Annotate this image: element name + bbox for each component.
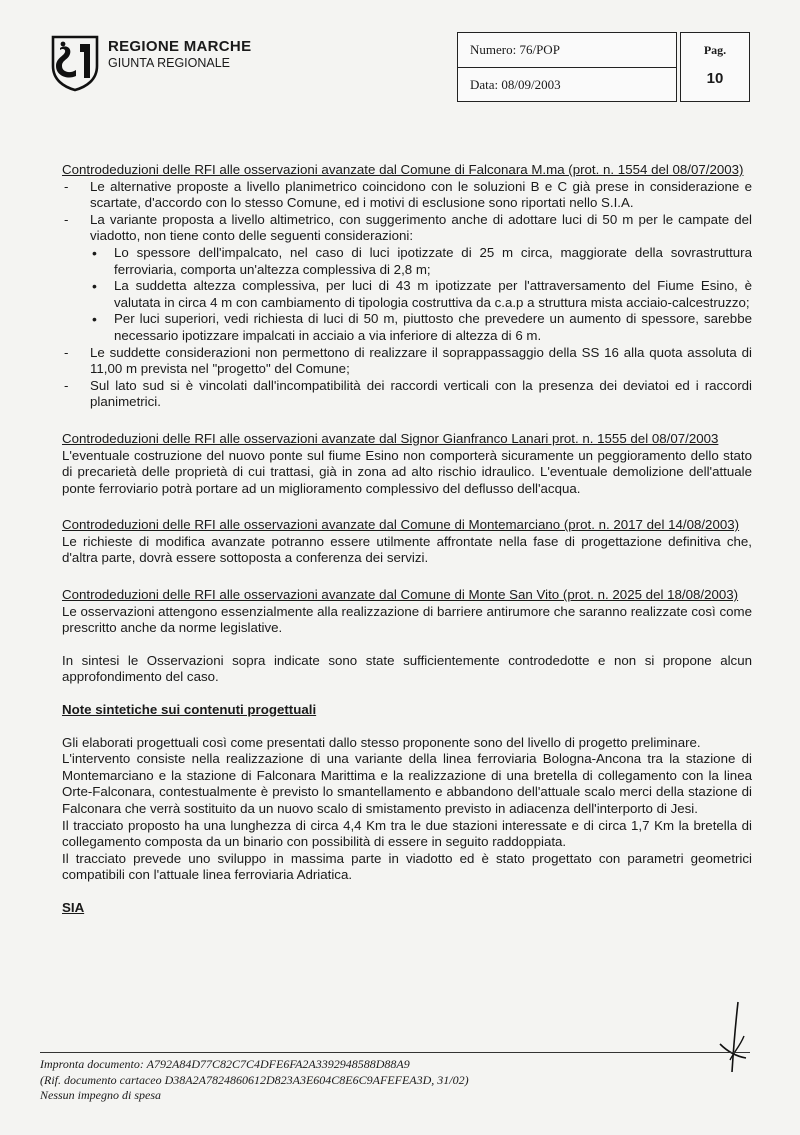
bullet-item: • La suddetta altezza complessiva, per luci di 43 m ipotizzate per l'attraversamento del Fiume Esino, è valutata in circa 4 m con cambiamento di tipologia costruttiva da c.a.p a struttura mista acciaio-calcestruzzo; — [90, 278, 752, 311]
reference-box — [457, 32, 677, 102]
note-block — [62, 735, 752, 884]
bullet-item: • Lo spessore dell'impalcato, nel caso di luci ipotizzate di 25 m circa, maggiorate della sovrastruttura ferroviaria, comporta un'altezza complessiva di 2,8 m; — [90, 245, 752, 278]
dash-list — [62, 179, 752, 411]
organization-subtitle: GIUNTA REGIONALE — [108, 56, 231, 70]
section-falconara — [62, 162, 752, 411]
bullet-item: • Per luci superiori, vedi richiesta di luci di 50 m, piuttosto che prevedere un aumento di spessore, sarebbe necessario ipotizzare impalcati in acciaio a via inferiore di altezza di 6 m. — [90, 311, 752, 344]
list-item — [62, 212, 752, 345]
section-heading: Controdeduzioni delle RFI alle osservazioni avanzate dal Comune di Falconara M.ma (prot. n. 1554 del 08/07/2003) — [62, 162, 744, 177]
note-heading: Note sintetiche sui contenuti progettuali — [62, 702, 317, 718]
summary-paragraph: In sintesi le Osservazioni sopra indicate sono state sufficientemente controdedotte e non si propone alcun approfondimento del caso. — [62, 652, 752, 685]
list-item: - Sul lato sud si è vincolati dall'incompatibilità dei raccordi verticali con la presenza dei deviatoi ed i raccordi planimetrici. — [62, 378, 752, 411]
list-item-text: La variante proposta a livello altimetrico, con suggerimento anche di adottare luci di 50 m per le campate del viadotto, non tiene conto delle seguenti considerazioni: — [90, 211, 752, 244]
section-paragraph: Le richieste di modifica avanzate potranno essere utilmente affrontate nella fase di progettazione definitiva che, d'altra parte, dovrà essere sottoposta a conferenza dei servizi. — [62, 533, 752, 566]
section-monte-san-vito — [62, 587, 752, 637]
organization-block — [108, 38, 251, 70]
section-montemarciano — [62, 517, 752, 567]
note-paragraph: Gli elaborati progettuali così come presentati dallo stesso proponente sono del livello di progetto preliminare. — [62, 734, 701, 750]
note-paragraph: L'intervento consiste nella realizzazione di una variante della linea ferroviaria Bologna-Ancona tra la stazione di Montemarciano e la stazione di Falconara Marittima e la realizzazione di una bretella di collegamento con la linea Orte-Falconara, contestualmente è previsto lo smantellamento e abbandono dell'attuale scalo merci della stazione di Falconara che verrà sostituito da un nuovo scalo di smistamento previsto in adiacenza dell'interporto di Jesi. — [62, 751, 752, 816]
section-heading: Controdeduzioni delle RFI alle osservazioni avanzate dal Signor Gianfranco Lanari prot. n. 1555 del 08/07/2003 — [62, 430, 719, 446]
section-heading: Controdeduzioni delle RFI alle osservazioni avanzate dal Comune di Montemarciano (prot. n. 2017 del 14/08/2003) — [62, 517, 740, 533]
regione-marche-logo-icon — [50, 34, 100, 92]
section-heading: Controdeduzioni delle RFI alle osservazioni avanzate dal Comune di Monte San Vito (prot. n. 2025 del 18/08/2003) — [62, 587, 739, 603]
document-footer — [40, 1052, 750, 1104]
list-item: - Le suddette considerazioni non permettono di realizzare il soprappassaggio della SS 16 alla quota assoluta di 11,00 m prevista nel "progetto" del Comune; — [62, 345, 752, 378]
page-number-box — [680, 32, 750, 102]
bullet-list — [90, 245, 752, 345]
sia-heading: SIA — [62, 899, 85, 915]
note-paragraph: Il tracciato proposto ha una lunghezza di circa 4,4 Km tra le due stazioni interessate e di circa 1,7 Km la bretella di collegamento composta da un binario con possibilità di essere in seguito raddoppiata. — [62, 817, 752, 850]
page-number: 10 — [706, 70, 724, 87]
document-body — [62, 162, 752, 917]
list-item: - Le alternative proposte a livello planimetrico coincidono con le soluzioni B e C già prese in considerazione e scartate, d'accordo con lo stesso Comune, ed i motivi di esclusione sono riportati nello S.I.A. — [62, 179, 752, 212]
footer-fingerprint: Impronta documento: A792A84D77C82C7C4DFE6FA2A3392948588D88A9 — [40, 1057, 410, 1071]
section-paragraph: L'eventuale costruzione del nuovo ponte sul fiume Esino non comporterà sicuramente un peggioramento dello stato di precarietà delle proprietà di cui trattasi, già in zona ad alto rischio idraulico. L'eventuale demolizione dell'attuale ponte ferroviario potrà portare ad un miglioramento complessivo del deflusso dell'acqua. — [62, 447, 752, 496]
document-date: Data: 08/09/2003 — [458, 67, 676, 101]
page-label: Pag. — [703, 43, 727, 57]
section-lanari — [62, 431, 752, 497]
note-paragraph: Il tracciato prevede uno sviluppo in massima parte in viadotto ed è stato progettato con parametri geometrici compatibili con l'attuale linea ferroviaria Adriatica. — [62, 850, 752, 883]
footer-reference: (Rif. documento cartaceo D38A2A7824860612D823A3E604C8E6C9AFEFEA3D, 31/02) — [40, 1072, 469, 1087]
organization-name: REGIONE MARCHE — [108, 38, 252, 55]
footer-note: Nessun impegno di spesa — [40, 1088, 161, 1102]
section-paragraph: Le osservazioni attengono essenzialmente alla realizzazione di barriere antirumore che saranno realizzate così come prescritto anche da norme legislative. — [62, 603, 752, 636]
document-number: Numero: 76/POP — [470, 42, 560, 57]
